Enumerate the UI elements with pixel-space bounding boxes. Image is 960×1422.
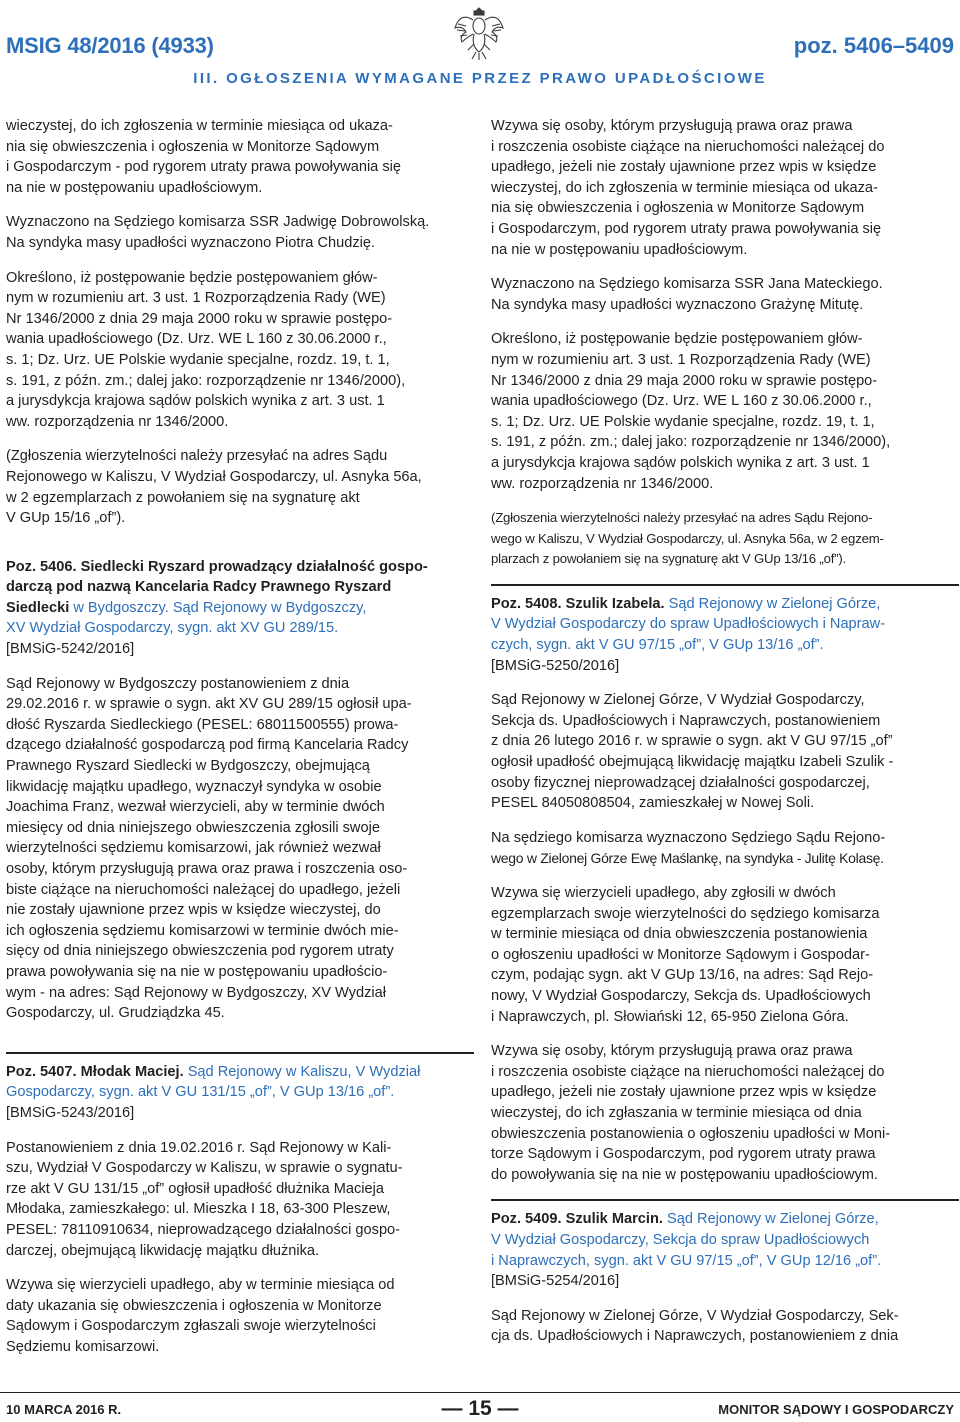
notice-title-line: darczą pod nazwą Kancelaria Radcy Prawnego Ryszard bbox=[6, 579, 392, 596]
section-title: III. OGŁOSZENIA WYMAGANE PRZEZ PRAWO UPADŁOŚCIOWE bbox=[193, 70, 767, 87]
text-line: likwidację majątku upadłego, wyznaczył syndyka w osobie bbox=[6, 778, 382, 795]
text-line: nia się obwieszczenia i ogłoszenia w Monitorze Sądowym bbox=[6, 138, 380, 155]
reference-code: [BMSiG-5250/2016] bbox=[491, 657, 620, 674]
text-line: o ogłoszeniu upadłości w Monitorze Sądowym i Gospodar- bbox=[491, 946, 870, 963]
text-line: PESEL: 78110910634, nieprowadzącego działalności gospo- bbox=[6, 1221, 401, 1238]
text-line: nowy, V Wydział Gospodarczy, Sekcja ds. Upadłościowych bbox=[491, 987, 871, 1004]
text-line: ww. rozporządzenia nr 1346/2000. bbox=[6, 413, 229, 430]
court-line: i Naprawczych, sygn. akt V GU 97/15 „of”, V GUp 12/16 „of”. bbox=[491, 1252, 882, 1269]
page-number: — 15 — bbox=[441, 1397, 519, 1420]
paragraph bbox=[491, 508, 959, 570]
text-line: w 2 egzemplarzach z powołaniem się na sygnaturę akt bbox=[6, 489, 360, 506]
text-line: dłość Ryszarda Siedleckiego (PESEL: 68011500555) prowa- bbox=[6, 716, 399, 733]
text-line: Młodaka, zamieszkałego: ul. Mieszka I 18, 63-300 Pleszew, bbox=[6, 1201, 391, 1218]
text-line: i Gospodarczym, pod rygorem utraty prawa powoływania się bbox=[491, 220, 882, 237]
reference-code: [BMSiG-5254/2016] bbox=[491, 1273, 620, 1290]
notice-number: Poz. 5408. bbox=[491, 595, 562, 612]
notice-5409 bbox=[491, 1209, 959, 1347]
text-line: Sąd Rejonowy w Bydgoszczy postanowieniem z dnia bbox=[6, 675, 350, 692]
text-line: z dnia 26 lutego 2016 r. w sprawie o sygn. akt V GU 97/15 „of” bbox=[491, 733, 893, 750]
notice-heading bbox=[491, 1209, 959, 1230]
text-line: darczej, obejmującą likwidację majątku dłużnika. bbox=[6, 1242, 320, 1259]
notice-number: Poz. 5406. bbox=[6, 558, 77, 575]
text-line: Określono, iż postępowanie będzie postępowaniem głów- bbox=[6, 269, 378, 286]
header-left: MSIG 48/2016 (4933) bbox=[6, 33, 214, 58]
paragraph bbox=[491, 329, 959, 494]
text-line: ww. rozporządzenia nr 1346/2000. bbox=[491, 475, 714, 492]
notice-5406 bbox=[6, 557, 474, 1024]
notice-number: Poz. 5407. bbox=[6, 1063, 77, 1080]
paragraph bbox=[491, 116, 959, 260]
text-line: daty ukazania się obwieszczenia i ogłoszenia w Monitorze bbox=[6, 1297, 382, 1314]
paragraph bbox=[491, 274, 959, 315]
notice-separator bbox=[491, 584, 959, 586]
text-line: miesięcy od dnia niniejszego obwieszczenia zgłosili swoje bbox=[6, 819, 380, 836]
paragraph bbox=[6, 212, 474, 253]
text-line: nie zostały ujawnione przez wpis w księdze wieczystej, do bbox=[6, 902, 381, 919]
notice-heading bbox=[6, 1062, 474, 1083]
text-line: osoby fizycznej nieprowadzącej działalności gospodarczej, bbox=[491, 774, 870, 791]
text-line: Gospodarczy, ul. Grudziądzka 45. bbox=[6, 1005, 225, 1022]
text-line: Prawnego Ryszard Siedlecki w Bydgoszczy, obejmującą bbox=[6, 758, 370, 775]
reference-code: [BMSiG-5243/2016] bbox=[6, 1104, 135, 1121]
text-line: wym - na adres: Sąd Rejonowy w Bydgoszczy, XV Wydział bbox=[6, 984, 386, 1001]
text-line: (Zgłoszenia wierzytelności należy przesyłać na adres Sądu Rejono- bbox=[491, 510, 873, 526]
text-line: Wyznaczono na Sędziego komisarza SSR Jana Mateckiego. bbox=[491, 276, 883, 293]
text-line: Sędziemu komisarzowi. bbox=[6, 1338, 160, 1355]
text-line: Nr 1346/2000 z dnia 29 maja 2000 roku w sprawie postępo- bbox=[491, 372, 878, 389]
court-line: czych, sygn. akt V GU 97/15 „of”, V GUp 13/16 „of”. bbox=[491, 637, 824, 654]
notice-heading bbox=[6, 557, 474, 578]
notice-title-end: Siedlecki bbox=[6, 599, 70, 616]
footer-publication: MONITOR SĄDOWY I GOSPODARCZY bbox=[718, 1402, 954, 1417]
text-line: wieczystej, do ich zgłoszenia w terminie miesiąca od ukaza- bbox=[491, 179, 878, 196]
text-line: Wzywa się osoby, którym przysługują prawa oraz prawa bbox=[491, 1043, 853, 1060]
notice-5408 bbox=[491, 594, 959, 1185]
text-line: i Gospodarczym - pod rygorem utraty prawa powoływania się bbox=[6, 159, 402, 176]
notice-title-line bbox=[6, 598, 474, 619]
footer-rule bbox=[0, 1392, 960, 1393]
text-line: wieczystej, do ich zgłoszenia w terminie miesiąca od ukaza- bbox=[6, 118, 393, 134]
notice-heading bbox=[491, 594, 959, 615]
text-line: w terminie miesiąca od dnia obwieszczenia postanowienia bbox=[491, 926, 868, 943]
text-line: nym w rozumieniu art. 3 ust. 1 Rozporządzenia Rady (WE) bbox=[6, 290, 386, 307]
text-line: szu, Wydział V Gospodarczy w Kaliszu, w sprawie o sygnatu- bbox=[6, 1160, 403, 1177]
text-line: Sąd Rejonowy w Zielonej Górze, V Wydział Gospodarczy, Sek- bbox=[491, 1307, 899, 1324]
notice-5407 bbox=[6, 1062, 474, 1358]
text-line: nia się obwieszczenia i ogłoszenia w Monitorze Sądowym bbox=[491, 200, 865, 217]
text-line: Sąd Rejonowy w Zielonej Górze, V Wydział Gospodarczy, bbox=[491, 692, 865, 709]
paragraph bbox=[6, 116, 474, 198]
notice-separator bbox=[491, 1199, 959, 1201]
text-line: V GUp 15/16 „of”). bbox=[6, 510, 126, 527]
court-name: w Bydgoszczy. Sąd Rejonowy w Bydgoszczy, bbox=[69, 599, 367, 616]
text-line: ich ogłoszenia sędziemu komisarzowi w terminie dwóch mie- bbox=[6, 922, 399, 939]
text-line: Sekcja ds. Upadłościowych i Naprawczych, postanowieniem bbox=[491, 712, 881, 729]
text-line: torze Sądowym i Gospodarczym, pod rygorem utraty prawa bbox=[491, 1146, 876, 1163]
text-line: i roszczenia osobiste ciążące na nieruchomości należącej do bbox=[491, 138, 885, 155]
text-line: s. 1; Dz. Urz. UE Polskie wydanie specjalne, rozdz. 19, t. 1, bbox=[491, 413, 875, 430]
text-line: 29.02.2016 r. w sprawie o sygn. akt XV GU 289/15 ogłosił upa- bbox=[6, 696, 412, 713]
text-line: s. 191, z późn. zm.; dalej jako: rozporządzenie nr 1346/2000), bbox=[491, 434, 891, 451]
polish-eagle-emblem-icon bbox=[452, 4, 506, 62]
text-line: i roszczenia osobiste ciążące na nieruchomości należącej do bbox=[491, 1063, 885, 1080]
text-line: nym w rozumieniu art. 3 ust. 1 Rozporządzenia Rady (WE) bbox=[491, 351, 871, 368]
text-line: osoby, którym przysługują prawa oraz prawa i roszczenia oso- bbox=[6, 861, 408, 877]
left-column bbox=[6, 116, 474, 1357]
text-line: cja ds. Upadłościowych i Naprawczych, postanowieniem z dnia bbox=[491, 1328, 899, 1345]
text-line: Określono, iż postępowanie będzie postępowaniem głów- bbox=[491, 331, 863, 348]
text-line: wego w Zielonej Górze Ewę Maślankę, na syndyka - Julitę Kolasę. bbox=[491, 850, 884, 867]
text-line: Na sędziego komisarza wyznaczono Sędziego Sądu Rejono- bbox=[491, 829, 886, 846]
text-line: Wzywa się osoby, którym przysługują prawa oraz prawa bbox=[491, 118, 853, 134]
text-line: wania upadłościowego (Dz. Urz. WE L 160 z 30.06.2000 r., bbox=[491, 393, 872, 410]
header-right: poz. 5406–5409 bbox=[793, 33, 954, 58]
notice-title: Szulik Izabela. bbox=[561, 595, 665, 612]
paragraph bbox=[6, 268, 474, 433]
text-line: sięcy od dnia niniejszego obwieszczenia pod rygorem utraty bbox=[6, 943, 394, 960]
text-line: wego w Kaliszu, V Wydział Gospodarczy, ul. Asnyka 56a, w 2 egzem- bbox=[491, 530, 884, 546]
text-line: egzemplarzach swoje wierzytelności do sędziego komisarza bbox=[491, 905, 880, 922]
text-line: Postanowieniem z dnia 19.02.2016 r. Sąd Rejonowy w Kali- bbox=[6, 1139, 392, 1156]
text-line: do powoływania się na nie w postępowaniu upadłościowym. bbox=[491, 1166, 878, 1183]
text-line: Wzywa się wierzycieli upadłego, aby w terminie miesiąca od bbox=[6, 1277, 395, 1294]
text-line: Na syndyka masy upadłości wyznaczono Grażynę Mitutę. bbox=[491, 296, 864, 313]
text-line: czym, podając sygn. akt V GUp 13/16, na adres: Sąd Rejo- bbox=[491, 967, 874, 984]
court-line: V Wydział Gospodarczy, Sekcja do spraw Upadłościowych bbox=[491, 1231, 870, 1248]
text-line: wieczystej, do ich zgłaszania w terminie miesiąca od dnia bbox=[491, 1104, 862, 1121]
notice-title: Siedlecki Ryszard prowadzący działalność gospo- bbox=[76, 558, 428, 575]
court-line: Gospodarczy, sygn. akt V GU 131/15 „of”, V GUp 13/16 „of”. bbox=[6, 1084, 395, 1101]
text-line: Rejonowego w Kaliszu, V Wydział Gospodarczy, ul. Asnyka 56a, bbox=[6, 468, 422, 485]
text-line: upadłego, jeżeli nie zostały ujawnione przez wpis w księdze bbox=[491, 1084, 877, 1101]
court-name: Sąd Rejonowy w Zielonej Górze, bbox=[662, 1211, 879, 1228]
text-line: plarzach z powołaniem się na sygnaturę akt V GUp 13/16 „of”). bbox=[491, 551, 847, 567]
text-line: rze akt V GU 131/15 „of” ogłosił upadłość dłużnika Macieja bbox=[6, 1180, 385, 1197]
notice-title: Szulik Marcin. bbox=[561, 1211, 663, 1228]
text-line: s. 191, z późn. zm.; dalej jako: rozporządzenie nr 1346/2000), bbox=[6, 372, 406, 389]
reference-code: [BMSiG-5242/2016] bbox=[6, 641, 135, 658]
text-line: wania upadłościowego (Dz. Urz. WE L 160 z 30.06.2000 r., bbox=[6, 331, 387, 348]
court-line: XV Wydział Gospodarczy, sygn. akt XV GU 289/15. bbox=[6, 620, 339, 637]
text-line: a jurysdykcja krajowa sądów polskich wynika z art. 3 ust. 1 bbox=[491, 454, 870, 471]
text-line: na nie w postępowaniu upadłościowym. bbox=[491, 241, 748, 258]
text-line: Wzywa się wierzycieli upadłego, aby zgłosili w dwóch bbox=[491, 885, 836, 901]
text-line: wierzytelności sędziemu komisarzowi, jak również wezwał bbox=[6, 840, 381, 857]
notice-title: Młodak Maciej. bbox=[76, 1063, 184, 1080]
court-line: V Wydział Gospodarczy do spraw Upadłościowych i Napraw- bbox=[491, 616, 886, 633]
court-name: Sąd Rejonowy w Kaliszu, V Wydział bbox=[183, 1063, 421, 1080]
text-line: Nr 1346/2000 z dnia 29 maja 2000 roku w sprawie postępo- bbox=[6, 310, 393, 327]
text-line: Sądowym i Gospodarczym zgłaszali swoje wierzytelności bbox=[6, 1318, 376, 1335]
text-line: upadłego, jeżeli nie zostały ujawnione przez wpis w księdze bbox=[491, 159, 877, 176]
text-line: obwieszczenia postanowienia o ogłoszeniu upadłości w Moni- bbox=[491, 1125, 891, 1142]
text-line: i Naprawczych, pl. Słowiański 12, 65-950 Zielona Góra. bbox=[491, 1008, 849, 1025]
text-line: PESEL 84050808504, zamieszkałej w Nowej Soli. bbox=[491, 795, 815, 812]
text-line: Na syndyka masy upadłości wyznaczono Piotra Chudzię. bbox=[6, 234, 376, 251]
paragraph bbox=[6, 446, 474, 528]
notice-number: Poz. 5409. bbox=[491, 1211, 562, 1228]
text-line: na nie w postępowaniu upadłościowym. bbox=[6, 179, 263, 196]
footer-date: 10 MARCA 2016 R. bbox=[6, 1402, 122, 1417]
text-line: s. 1; Dz. Urz. UE Polskie wydanie specjalne, rozdz. 19, t. 1, bbox=[6, 351, 390, 368]
text-line: dzącego działalność gospodarczą pod firmą Kancelaria Radcy bbox=[6, 737, 409, 754]
text-line: Wyznaczono na Sędziego komisarza SSR Jadwigę Dobrowolską. bbox=[6, 214, 430, 231]
text-line: prawa powoływania się na nie w postępowaniu upadłościo- bbox=[6, 963, 388, 980]
text-line: Joachima Franz, wezwał wierzycieli, aby w terminie dwóch bbox=[6, 799, 385, 816]
text-line: biste ciążące na nieruchomości należącej do upadłego, jeżeli bbox=[6, 881, 401, 898]
notice-separator bbox=[6, 1052, 474, 1054]
text-line: a jurysdykcja krajowa sądów polskich wynika z art. 3 ust. 1 bbox=[6, 393, 385, 410]
right-column bbox=[491, 116, 959, 1347]
text-line: ogłosił upadłość obejmującą likwidację majątku Izabeli Szulik - bbox=[491, 754, 894, 771]
court-name: Sąd Rejonowy w Zielonej Górze, bbox=[664, 595, 881, 612]
text-line: (Zgłoszenia wierzytelności należy przesyłać na adres Sądu bbox=[6, 448, 388, 465]
